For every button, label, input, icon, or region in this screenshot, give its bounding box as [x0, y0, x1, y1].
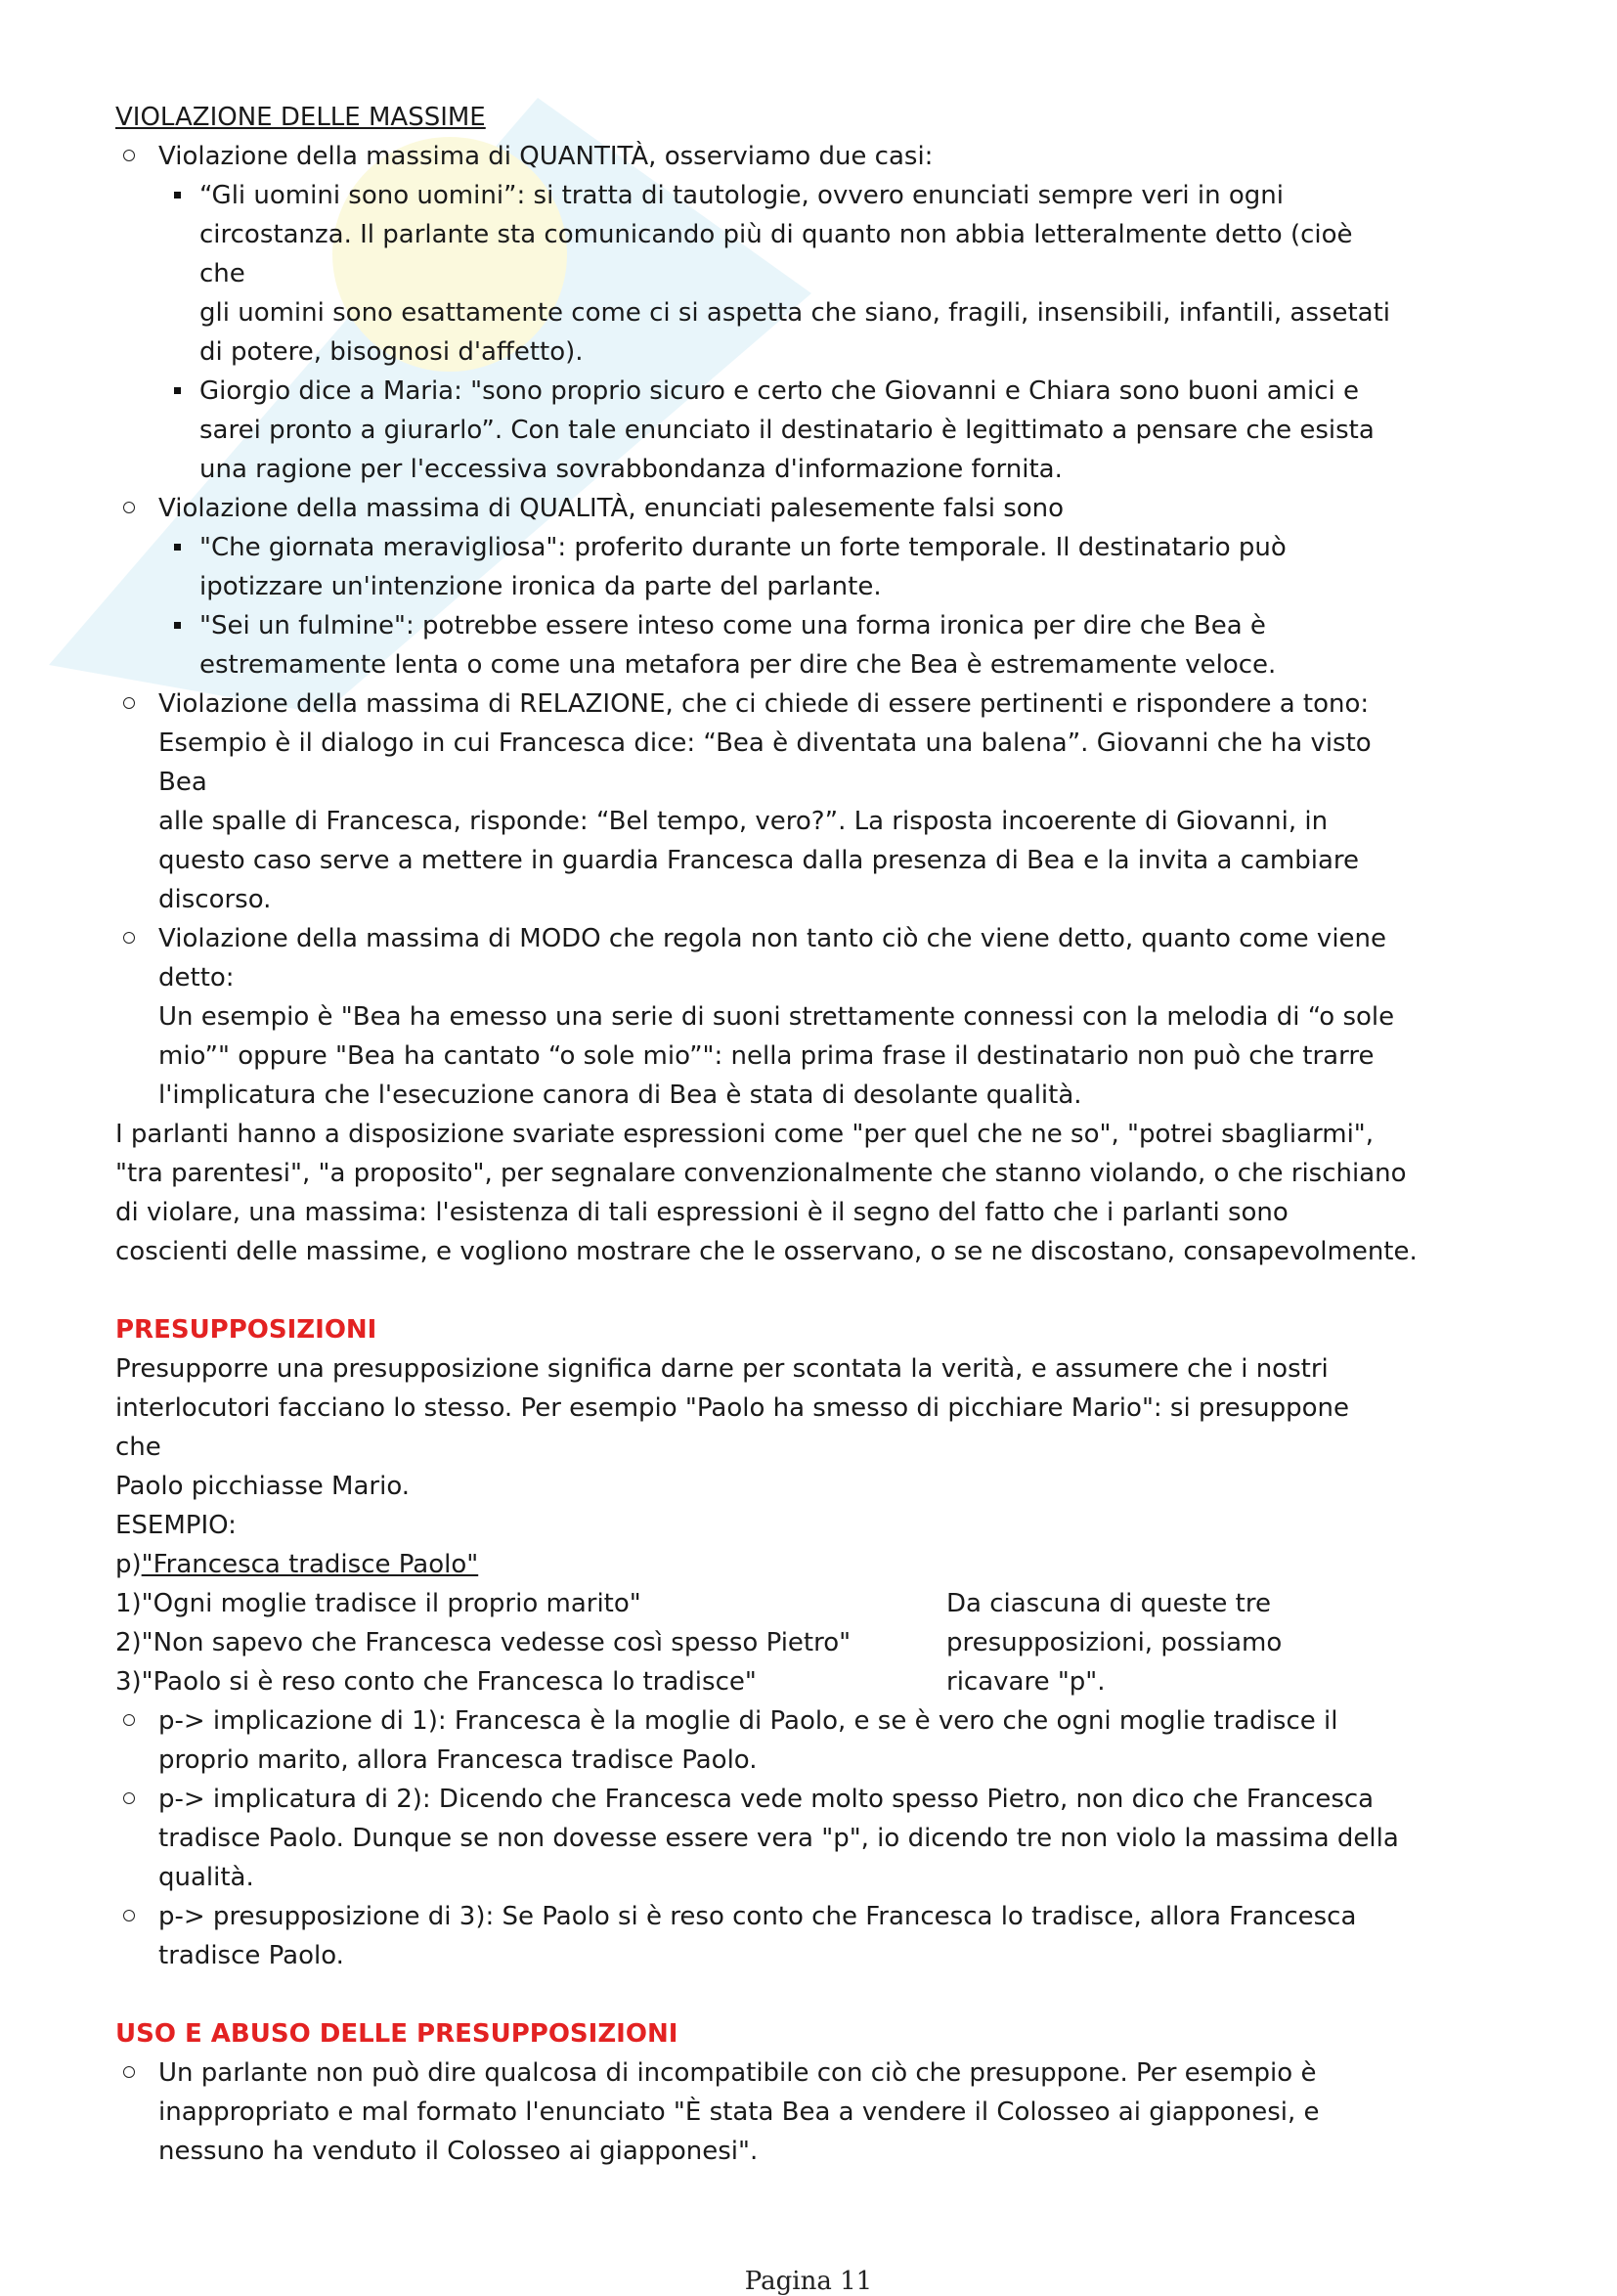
circle-bullet-icon	[123, 502, 135, 513]
sub-item-fulmine: "Sei un fulmine": potrebbe essere inteso come una forma ironica per dire che Bea è estremamente lenta o come una metafora per dire che Bea è estremamente veloce.	[115, 606, 1425, 684]
list-item-implicazione: p-> implicazione di 1): Francesca è la moglie di Paolo, e se è vero che ogni moglie tradisce il proprio marito, allora Francesca tradisce Paolo.	[115, 1701, 1425, 1780]
list-item-incompatibile: Un parlante non può dire qualcosa di incompatibile con ciò che presuppone. Per esempio è inappropriato e mal formato l'enunciato "È stata Bea a vendere il Colosseo ai giapponesi, e nessuno ha venduto il Colosseo ai giapponesi".	[115, 2053, 1425, 2171]
example-2: 2)"Non sapevo che Francesca vedesse così spesso Pietro"	[115, 1628, 852, 1657]
circle-bullet-icon	[123, 2066, 135, 2078]
circle-bullet-icon	[123, 697, 135, 709]
paragraph-espressioni: I parlanti hanno a disposizione svariate espressioni come "per quel che ne so", "potrei sbagliarmi", "tra parentesi", "a proposito", per segnalare convenzionalmente che stanno violando, o che rischiano di violare, una massima: l'esistenza di tali espressioni è il segno del fatto che i parlanti sono coscienti delle massime, e vogliono mostrare che le osservano, o se ne discostano, consapevolmente.	[115, 1120, 1418, 1266]
list-item-modo: Violazione della massima di MODO che regola non tanto ciò che viene detto, quanto come viene detto: Un esempio è "Bea ha emesso una serie di suoni strettamente connessi con la melodia di “o sole mio”" oppure "Bea ha cantato “o sole mio”": nella prima frase il destinatario non può che trarre l'implicatura che l'esecuzione canora di Bea è stata di desolante qualità.	[115, 919, 1425, 1115]
example-1: 1)"Ogni moglie tradisce il proprio marito"	[115, 1589, 641, 1618]
paragraph-presupposizioni-intro: Presupporre una presupposizione significa darne per scontata la verità, e assumere che i nostri interlocutori facciano lo stesso. Per esempio "Paolo ha smesso di picchiare Mario": si presuppone che Paolo picchiasse Mario. ESEMPIO:	[115, 1354, 1349, 1540]
sub-item-giornata: "Che giornata meravigliosa": proferito durante un forte temporale. Il destinatario può ipotizzare un'intenzione ironica da parte del parlante.	[115, 528, 1425, 606]
circle-bullet-icon	[123, 1910, 135, 1921]
heading-presupposizioni: PRESUPPOSIZIONI	[115, 1315, 377, 1345]
list-item-relazione: Violazione della massima di RELAZIONE, che ci chiede di essere pertinenti e rispondere a tono: Esempio è il dialogo in cui Francesca dice: “Bea è diventata una balena”. Giovanni che ha visto Bea alle spalle di Francesca, risponde: “Bel tempo, vero?”. La risposta incoerente di Giovanni, in questo caso serve a mettere in guardia Francesca dalla presenza di Bea e la invita a cambiare discorso.	[115, 684, 1425, 919]
example-3: 3)"Paolo si è reso conto che Francesca lo tradisce"	[115, 1667, 757, 1697]
circle-bullet-icon	[123, 932, 135, 944]
circle-bullet-icon	[123, 1792, 135, 1804]
examples-block	[115, 1584, 1425, 1701]
example-p: p)"Francesca tradisce Paolo"	[115, 1550, 479, 1579]
square-bullet-icon	[174, 544, 181, 551]
heading-uso-abuso: USO E ABUSO DELLE PRESUPPOSIZIONI	[115, 2019, 678, 2049]
square-bullet-icon	[174, 622, 181, 629]
sub-item-tautologie: “Gli uomini sono uomini”: si tratta di tautologie, ovvero enunciati sempre veri in ogni circostanza. Il parlante sta comunicando più di quanto non abbia letteralmente detto (cioè che gli uomini sono esattamente come ci si aspetta che siano, fragili, insensibili, infantili, assetati di potere, bisognosi d'affetto).	[115, 176, 1425, 372]
square-bullet-icon	[174, 387, 181, 394]
list-item-presupposizione: p-> presupposizione di 3): Se Paolo si è reso conto che Francesca lo tradisce, allora Francesca tradisce Paolo.	[115, 1897, 1425, 1975]
list-item-quantita: Violazione della massima di QUANTITÀ, osserviamo due casi:	[115, 137, 1425, 176]
document-page	[115, 98, 1425, 2171]
list-item-implicatura: p-> implicatura di 2): Dicendo che Francesca vede molto spesso Pietro, non dico che Francesca tradisce Paolo. Dunque se non dovesse essere vera "p", io dicendo tre non violo la massima della qualità.	[115, 1780, 1425, 1897]
sub-item-giorgio: Giorgio dice a Maria: "sono proprio sicuro e certo che Giovanni e Chiara sono buoni amici e sarei pronto a giurarlo”. Con tale enunciato il destinatario è legittimato a pensare che esista una ragione per l'eccessiva sovrabbondanza d'informazione fornita.	[115, 372, 1425, 489]
circle-bullet-icon	[123, 150, 135, 161]
heading-violazione-massime: VIOLAZIONE DELLE MASSIME	[115, 103, 486, 132]
square-bullet-icon	[174, 192, 181, 199]
list-item-qualita: Violazione della massima di QUALITÀ, enunciati palesemente falsi sono	[115, 489, 1425, 528]
page-number: Pagina 11	[744, 2267, 873, 2296]
side-note: Da ciascuna di queste tre presupposizioni, possiamo ricavare "p".	[946, 1589, 1283, 1697]
circle-bullet-icon	[123, 1714, 135, 1726]
